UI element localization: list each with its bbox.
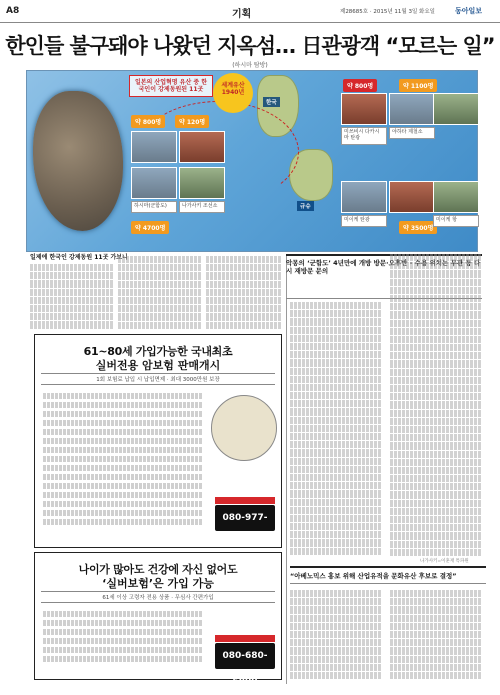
advertisement [34,552,282,687]
count-tag: 약 1100명 [399,79,437,92]
count-tag: 약 4700명 [131,221,169,234]
label-korea: 한국 [263,97,280,107]
count-tag: 약 3500명 [399,221,437,234]
article-column [390,590,482,680]
site-caption: 미이케 탄광 [341,215,387,227]
ad-title: 61~80세 가입가능한 국내최초 [83,345,233,358]
count-tag: 약 800명 [131,115,165,128]
site-photo [433,93,479,125]
count-tag: 약 120명 [175,115,209,128]
photo-caption: 일제에 한국인 강제동원 11곳 가보니 [30,254,128,261]
reporter-credit: 나가사키=이훈재 특파원 [420,559,469,564]
article-column [390,254,482,558]
site-caption: 야하타 제철소 [389,127,435,139]
infographic-title: 일본의 산업혁명 유산 중 한국인이 강제동원된 11곳 [129,75,213,97]
side-box-bottom-title: “아베노믹스 홍보 위해 산업유적을 문화유산 후보로 결정” [290,566,486,584]
world-heritage-badge: 세계유산 1940년 [213,73,253,113]
island-photo [33,91,123,231]
article-column [206,256,282,328]
ad-phone-bar [215,497,275,504]
site-caption: 하시마(군함도) [131,201,177,213]
site-photo [389,181,435,213]
site-photo [433,181,479,213]
article-column [290,590,382,680]
byline: (하시마 탐방) [232,62,268,69]
article-column [30,264,114,328]
site-photo [179,167,225,199]
count-tag: 약 800명 [343,79,377,92]
article-column [118,256,202,328]
ad-phone: 080-977-0700 [215,505,275,531]
headline: 한인들 불구돼야 나왔던 지옥섬… 日관광객 “모르는 일” [5,34,495,58]
column-divider [286,254,287,684]
page-header [0,0,500,23]
ad-phone-bar [215,635,275,642]
site-photo [131,131,177,163]
ad-subtitle: 1회 보험료 납입 시 납입면제 · 최대 3000만원 보장 [41,373,275,385]
site-photo [341,181,387,213]
ad-title: ‘실버보험’은 가입 가능 [102,577,214,590]
ad-title: 나이가 많아도 건강에 자신 없어도 [78,563,238,576]
ad-subtitle: 61세 이상 고령자 전용 상품 · 무심사 간편가입 [41,591,275,603]
article-column [290,302,382,558]
site-photo [131,167,177,199]
label-kyushu: 규슈 [297,201,314,211]
page-number: A8 [6,6,20,16]
site-photo [389,93,435,125]
ad-body [43,611,203,671]
ad-body [43,393,203,533]
site-caption: 미쓰비시 다카시마 탄광 [341,127,387,145]
site-caption: 나가사키 조선소 [179,201,225,213]
ad-image [211,395,277,461]
ad-phone: 080-680-6800 [215,643,275,669]
paper-name: 동아일보 [455,7,483,15]
site-photo [341,93,387,125]
ad-title: 실버전용 암보험 판매개시 [95,359,221,372]
site-photo [179,131,225,163]
issue-date: 제28685호 · 2015년 11월 3일 화요일 [340,9,435,15]
site-caption: 미이케 항 [433,215,479,227]
advertisement [34,334,282,548]
infographic-photo [26,70,478,252]
section-title: 기획 [232,9,252,20]
side-box-title: 악몽의 ‘군함도’ 4년만에 개방 방문·오후반 - 수용 위치는 무관 등 다시 재방문 문의 [286,259,481,276]
